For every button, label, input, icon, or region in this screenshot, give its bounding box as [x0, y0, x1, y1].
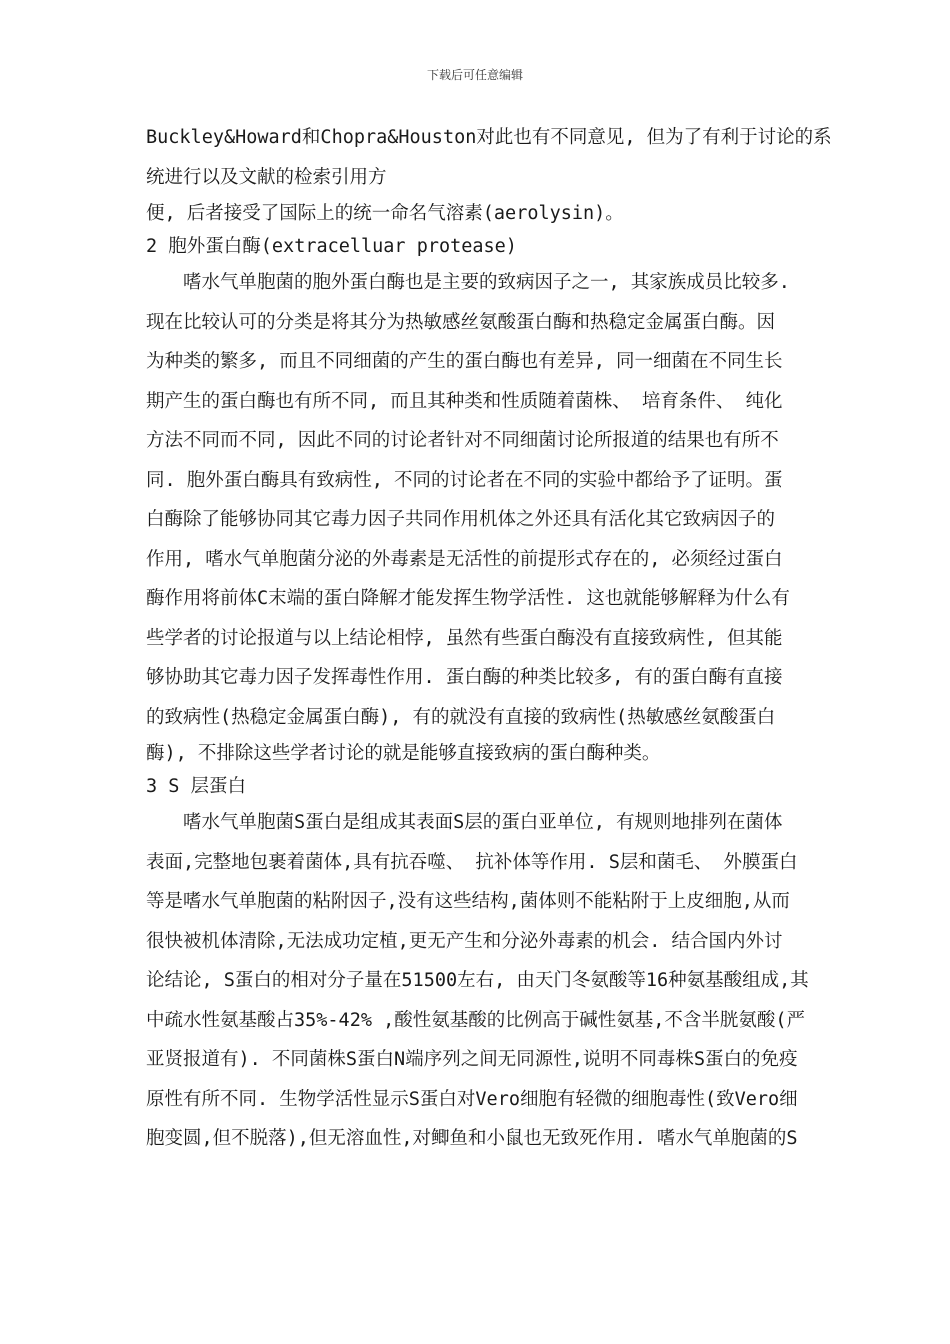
paragraph-line: 原性有所不同. 生物学活性显示S蛋白对Vero细胞有轻微的细胞毒性(致Vero细 [146, 1088, 798, 1110]
paragraph-line: 方法不同而不同, 因此不同的讨论者针对不同细菌讨论所报道的结果也有所不 [146, 430, 779, 451]
paragraph-line: 酶), 不排除这些学者讨论的就是能够直接致病的蛋白酶种类。 [146, 743, 661, 764]
paragraph-line: 够协助其它毒力因子发挥毒性作用. 蛋白酶的种类比较多, 有的蛋白酶有直接 [146, 667, 783, 688]
paragraph-line: 白酶除了能够协同其它毒力因子共同作用机体之外还具有活化其它致病因子的 [146, 509, 776, 530]
paragraph-line: 统进行以及文献的检索引用方 [146, 166, 387, 188]
paragraph-line: 的致病性(热稳定金属蛋白酶), 有的就没有直接的致病性(热敏感丝氨酸蛋白 [146, 706, 776, 728]
body-text [146, 118, 832, 1159]
paragraph-line: 等是嗜水气单胞菌的粘附因子,没有这些结构,菌体则不能粘附于上皮细胞,从而 [146, 891, 790, 912]
paragraph-line: 胞变圆,但不脱落),但无溶血性,对鲫鱼和小鼠也无致死作用. 嗜水气单胞菌的S [146, 1128, 798, 1149]
paragraph-line: 些学者的讨论报道与以上结论相悖, 虽然有些蛋白酶没有直接致病性, 但其能 [146, 627, 783, 649]
paragraph-line: 嗜水气单胞菌S蛋白是组成其表面S层的蛋白亚单位, 有规则地排列在菌体 [183, 812, 783, 833]
section-heading: 3 S 层蛋白 [146, 776, 247, 797]
paragraph-line: 期产生的蛋白酶也有所不同, 而且其种类和性质随着菌株、 培育条件、 纯化 [146, 390, 783, 412]
paragraph-line: 为种类的繁多, 而且不同细菌的产生的蛋白酶也有差异, 同一细菌在不同生长 [146, 351, 783, 372]
paragraph-line: 很快被机体清除,无法成功定植,更无产生和分泌外毒素的机会. 结合国内外讨 [146, 930, 783, 952]
paragraph-line: 作用, 嗜水气单胞菌分泌的外毒素是无活性的前提形式存在的, 必须经过蛋白 [146, 548, 783, 570]
paragraph-line: 酶作用将前体C末端的蛋白降解才能发挥生物学活性. 这也就能够解释为什么有 [146, 588, 790, 609]
paragraph-line: 论结论, S蛋白的相对分子量在51500左右, 由天门冬氨酸等16种氨基酸组成,其 [146, 970, 809, 991]
section-heading: 2 胞外蛋白酶(extracelluar protease) [146, 236, 517, 257]
paragraph-line: 嗜水气单胞菌的胞外蛋白酶也是主要的致病因子之一, 其家族成员比较多. [183, 272, 790, 293]
paragraph-line: 亚贤报道有). 不同菌株S蛋白N端序列之间无同源性,说明不同毒株S蛋白的免疫 [146, 1049, 798, 1070]
paragraph-line: 中疏水性氨基酸占35%-42% ,酸性氨基酸的比例高于碱性氨基,不含半胱氨酸(严 [146, 1009, 806, 1031]
paragraph-line: 现在比较认可的分类是将其分为热敏感丝氨酸蛋白酶和热稳定金属蛋白酶。因 [146, 311, 776, 333]
paragraph-line: 同. 胞外蛋白酶具有致病性, 不同的讨论者在不同的实验中都给予了证明。蛋 [146, 469, 783, 491]
paragraph-line: 便, 后者接受了国际上的统一命名气溶素(aerolysin)。 [146, 203, 624, 224]
paragraph-line: 表面,完整地包裹着菌体,具有抗吞噬、 抗补体等作用. S层和菌毛、 外膜蛋白 [146, 851, 798, 873]
paragraph-line: Buckley&Howard和Chopra&Houston对此也有不同意见, 但为了有利于讨论的系 [146, 127, 832, 148]
header-note: 下载后可任意编辑 [426, 68, 523, 82]
